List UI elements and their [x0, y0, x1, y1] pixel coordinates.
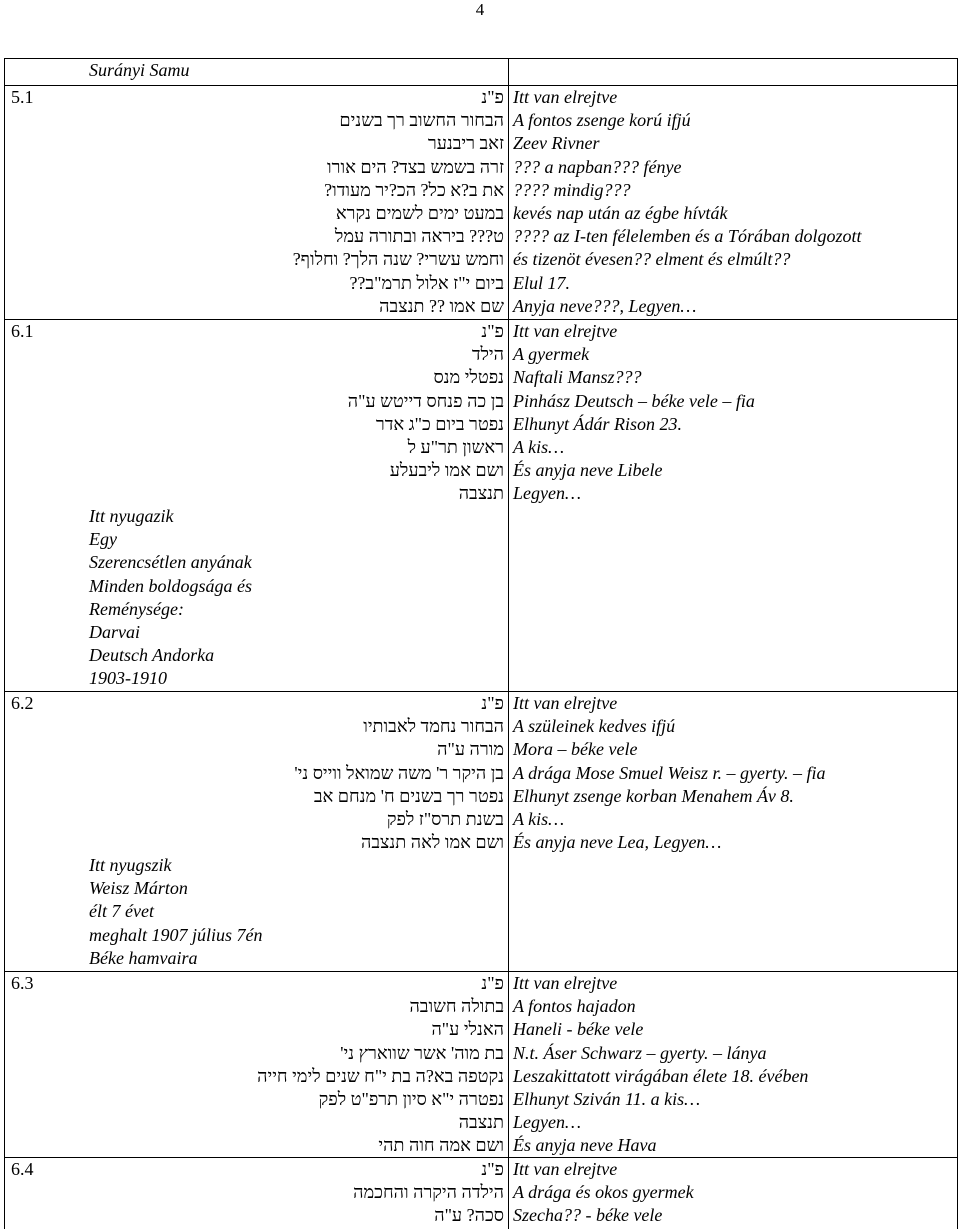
hebrew-line: בן כה פנחס דייטש ע"ה — [347, 390, 504, 411]
hungarian-line: A drága Mose Smuel Weisz r. – gyerty. – fia — [513, 762, 826, 783]
hungarian-line: Itt van elrejtve — [513, 1159, 618, 1179]
section-number: 6.4 — [11, 1159, 34, 1179]
hebrew-line: פ"נ — [481, 973, 504, 993]
hungarian-line: Zeev Rivner — [513, 133, 600, 154]
hungarian-line: és tizenöt évesen?? elment és elmúlt?? — [513, 249, 791, 270]
hungarian-translation — [513, 972, 953, 1158]
hebrew-line: זאב ריבנער — [427, 133, 504, 154]
hebrew-line: שם אמו ?? תנצבה — [379, 295, 504, 316]
hebrew-line: וחמש עשרי? שנה הלך? וחלוף? — [292, 249, 504, 270]
side-text-line: Darvai — [89, 622, 140, 643]
hungarian-line: Leszakittatott virágában élete 18. évében — [513, 1065, 809, 1086]
hebrew-line: נפטר רך בשנים ח' מנחם אב — [313, 785, 504, 806]
hungarian-line: Itt van elrejtve — [513, 87, 618, 107]
side-text-line: Reménysége: — [89, 598, 184, 619]
hebrew-line: פ"נ — [481, 693, 504, 713]
hungarian-line: Elhunyt Sziván 11. a kis… — [513, 1089, 701, 1110]
hebrew-line: ט??? ביראה ובתורה עמל — [334, 226, 504, 247]
hungarian-line: Naftali Mansz??? — [513, 367, 642, 388]
hungarian-line: Elul 17. — [513, 272, 570, 293]
hebrew-inscription — [84, 692, 504, 854]
hebrew-line: פ"נ — [481, 1159, 504, 1179]
hebrew-line: נפטלי מנס — [433, 367, 504, 388]
page-number: 4 — [475, 0, 485, 19]
hungarian-line: N.t. Áser Schwarz – gyerty. – lánya — [513, 1042, 767, 1063]
hebrew-line: במעט ימים לשמים נקרא — [335, 203, 504, 224]
top-name: Surányi Samu — [89, 60, 190, 80]
hungarian-line: A fontos zsenge korú ifjú — [513, 110, 691, 131]
hungarian-line: Pinhász Deutsch – béke vele – fia — [513, 390, 755, 411]
hebrew-line: סכה? ע"ה — [434, 1205, 504, 1226]
hebrew-line: נפטרה י"א סיון תרפ"ט לפק — [318, 1089, 504, 1110]
hebrew-line: הילדה היקרה והחכמה — [353, 1182, 504, 1203]
hebrew-line: תנצבה — [458, 1112, 504, 1133]
side-text-line: Béke hamvaira — [89, 947, 198, 968]
side-text-line: 1903-1910 — [89, 668, 167, 689]
section-number: 6.1 — [11, 321, 34, 341]
hebrew-line: תנצבה — [458, 483, 504, 504]
tombstone-side-text — [89, 505, 252, 691]
side-text-line: Itt nyugazik — [89, 506, 174, 526]
hebrew-line: הילד — [471, 344, 504, 365]
hungarian-line: Szecha?? - béke vele — [513, 1205, 663, 1226]
column-divider — [508, 59, 509, 1229]
hungarian-line: A szüleinek kedves ifjú — [513, 716, 676, 737]
hungarian-line: Mora – béke vele — [513, 739, 638, 760]
hebrew-line: בת מוה' אשר שווארץ ני' — [340, 1042, 504, 1063]
section-number: 6.3 — [11, 973, 34, 993]
hungarian-line: A kis… — [513, 809, 565, 830]
hebrew-line: ושם אמה חוה תהי — [378, 1135, 504, 1156]
hungarian-line: És anyja neve Hava — [513, 1135, 657, 1156]
hebrew-line: את ב?א כל? הכ?יר מעודו? — [324, 179, 504, 200]
hungarian-line: kevés nap után az égbe hívták — [513, 203, 728, 224]
hungarian-line: Haneli - béke vele — [513, 1019, 644, 1040]
hungarian-line: És anyja neve Lea, Legyen… — [513, 832, 722, 853]
side-text-line: Deutsch Andorka — [89, 645, 215, 666]
hebrew-line: נקטפה בא?ה בת י"ח שנים לימי חייה — [257, 1065, 504, 1086]
hebrew-line: נפטר ביום כ"ג אדר — [375, 413, 504, 434]
hebrew-line: האנלי ע"ה — [431, 1019, 504, 1040]
hebrew-inscription — [84, 320, 504, 506]
section-number: 6.2 — [11, 693, 34, 713]
hebrew-line: ביום י"ז אלול תרמ"ב?? — [349, 272, 504, 293]
hungarian-line: Anyja neve???, Legyen… — [513, 295, 697, 316]
hebrew-inscription — [84, 86, 504, 318]
hebrew-line: בתולה חשובה — [409, 996, 504, 1017]
hebrew-line: פ"נ — [481, 87, 504, 107]
hebrew-inscription — [84, 972, 504, 1158]
side-text-line: Egy — [89, 529, 117, 550]
hungarian-translation — [513, 86, 953, 318]
hungarian-translation — [513, 320, 953, 506]
hungarian-line: Itt van elrejtve — [513, 973, 618, 993]
hungarian-line: Elhunyt zsenge korban Menahem Áv 8. — [513, 785, 794, 806]
hungarian-line: ???? az I-ten félelemben és a Tórában dolgozott — [513, 226, 862, 247]
hungarian-line: És anyja neve Libele — [513, 460, 663, 481]
side-text-line: Minden boldogsága és — [89, 575, 252, 596]
hungarian-line: ???? mindig??? — [513, 179, 631, 200]
hungarian-line: A kis… — [513, 437, 565, 458]
hungarian-line: Itt van elrejtve — [513, 693, 618, 713]
side-text-line: élt 7 évet — [89, 901, 154, 922]
side-text-line: Itt nyugszik — [89, 855, 172, 875]
hebrew-line: ושם אמו ליבעלע — [389, 460, 504, 481]
hebrew-line: בשנת תרס"ז לפק — [386, 809, 504, 830]
hungarian-line: A drága és okos gyermek — [513, 1182, 694, 1203]
tombstone-side-text — [89, 854, 263, 970]
hebrew-line: ושם אמו לאה תנצבה — [360, 832, 504, 853]
hungarian-line: Legyen… — [513, 483, 581, 504]
table-right-border — [957, 59, 958, 1229]
hebrew-line: ראשון תר"ע ל — [407, 437, 504, 458]
hebrew-line: זרה בשמש בצד? הים אורו — [327, 156, 504, 177]
section-number: 5.1 — [11, 87, 34, 107]
hebrew-line: בן היקר ר' משה שמואל ווייס ני' — [294, 762, 504, 783]
document-table — [4, 58, 958, 1229]
hebrew-line: הבחור נחמד לאבותיו — [363, 716, 504, 737]
hebrew-line: פ"נ — [481, 321, 504, 341]
hungarian-line: Itt van elrejtve — [513, 321, 618, 341]
side-text-line: Weisz Márton — [89, 878, 188, 899]
hebrew-inscription — [84, 1158, 504, 1228]
hungarian-line: ??? a napban??? fénye — [513, 156, 682, 177]
side-text-line: meghalt 1907 július 7én — [89, 924, 263, 945]
hungarian-line: Legyen… — [513, 1112, 581, 1133]
hungarian-translation — [513, 692, 953, 854]
hungarian-translation — [513, 1158, 953, 1228]
side-text-line: Szerencsétlen anyának — [89, 552, 252, 573]
hungarian-line: Elhunyt Ádár Rison 23. — [513, 413, 682, 434]
hebrew-line: מורה ע"ה — [437, 739, 504, 760]
hungarian-line: A fontos hajadon — [513, 996, 636, 1017]
hungarian-line: A gyermek — [513, 344, 590, 365]
hebrew-line: הבחור החשוב רך בשנים — [339, 110, 504, 131]
